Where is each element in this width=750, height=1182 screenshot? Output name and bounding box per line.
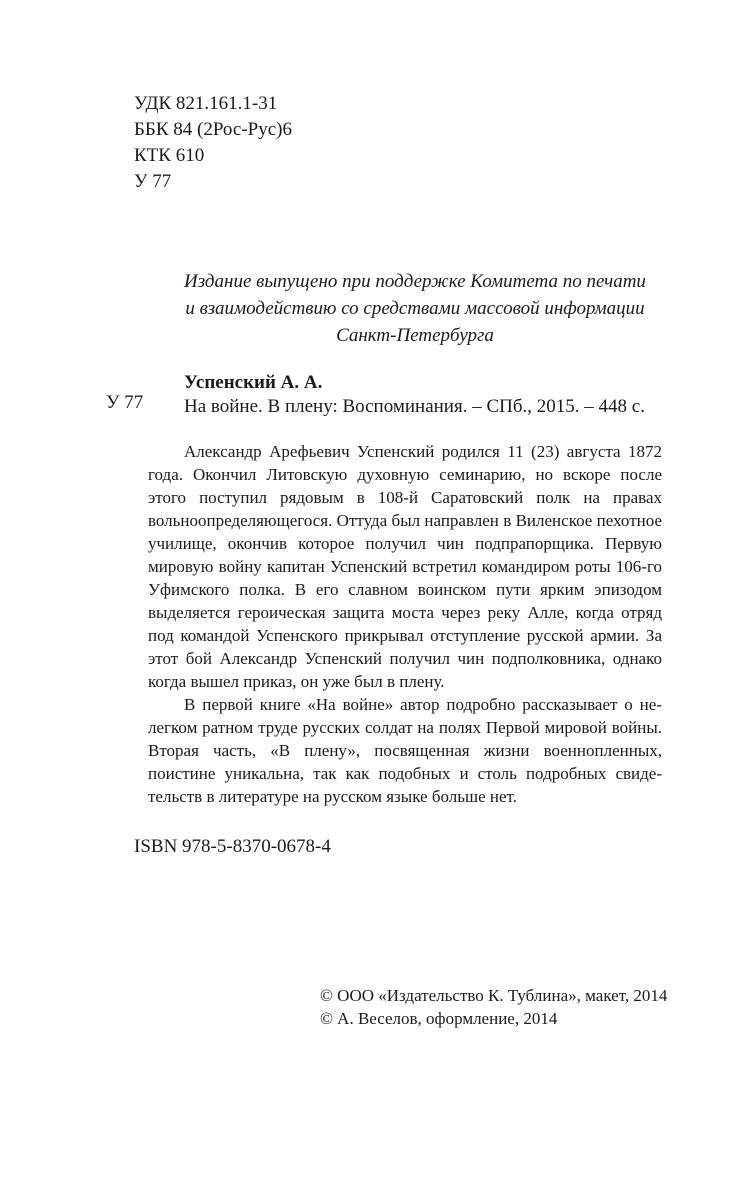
classification-codes <box>134 91 292 195</box>
udk-code: УДК 821.161.1-31 <box>134 93 278 114</box>
support-notice-line-3: Санкт-Петербурга <box>336 325 494 346</box>
author-sign-margin: У 77 <box>106 392 144 413</box>
bbk-code: ББК 84 (2Рос-Рус)6 <box>134 119 292 140</box>
support-notice-line-1: Издание выпущено при поддержке Комитета по печати <box>184 271 646 292</box>
author-name: Успенский А. А. <box>184 372 323 393</box>
support-notice-line-2: и взаимодействию со средствами массовой информации <box>185 298 645 319</box>
support-notice <box>150 268 680 349</box>
ktk-code: КТК 610 <box>134 145 205 166</box>
annotation <box>148 440 662 808</box>
isbn: ISBN 978-5-8370-0678-4 <box>134 836 331 857</box>
copyright-block <box>320 984 667 1030</box>
copyright-design: © А. Веселов, оформление, 2014 <box>320 1009 558 1028</box>
author-sign-code: У 77 <box>134 171 172 192</box>
copyright-publisher: © ООО «Издательство К. Тублина», макет, 2014 <box>320 986 668 1005</box>
bibliographic-description: На войне. В плену: Воспоминания. – СПб., 2015. – 448 с. <box>184 396 645 417</box>
annotation-paragraph-2: В первой книге «На войне» автор подробно рассказывает о нелегком ратном труде русских солдат на полях Первой мировой войны. Вторая часть, «В плену», посвященная жизни военнопленных, поистине уникальна, так как подобных и столь подробных свидетельств в литературе на русском языке больше нет. <box>148 695 662 806</box>
annotation-paragraph-1: Александр Арефьевич Успенский родился 11 (23) августа 1872 года. Окончил Литовскую духовную семинарию, но вскоре после этого поступил рядовым в 108-й Саратовский полк на правах вольноопределяющегося. Оттуда был направлен в Виленское пехотное училище, окончив которое получил чин подпрапорщика. Первую мировую войну капитан Успенский встретил командиром роты 106-го Уфимского полка. В его славном воинском пути ярким эпизодом выделяется героическая защита моста через реку Алле, когда отряд под командой Успенского прикрывал отступление русской армии. За этот бой Александр Успенский получил чин подполковника, однако когда вышел приказ, он уже был в плену. <box>148 442 662 691</box>
